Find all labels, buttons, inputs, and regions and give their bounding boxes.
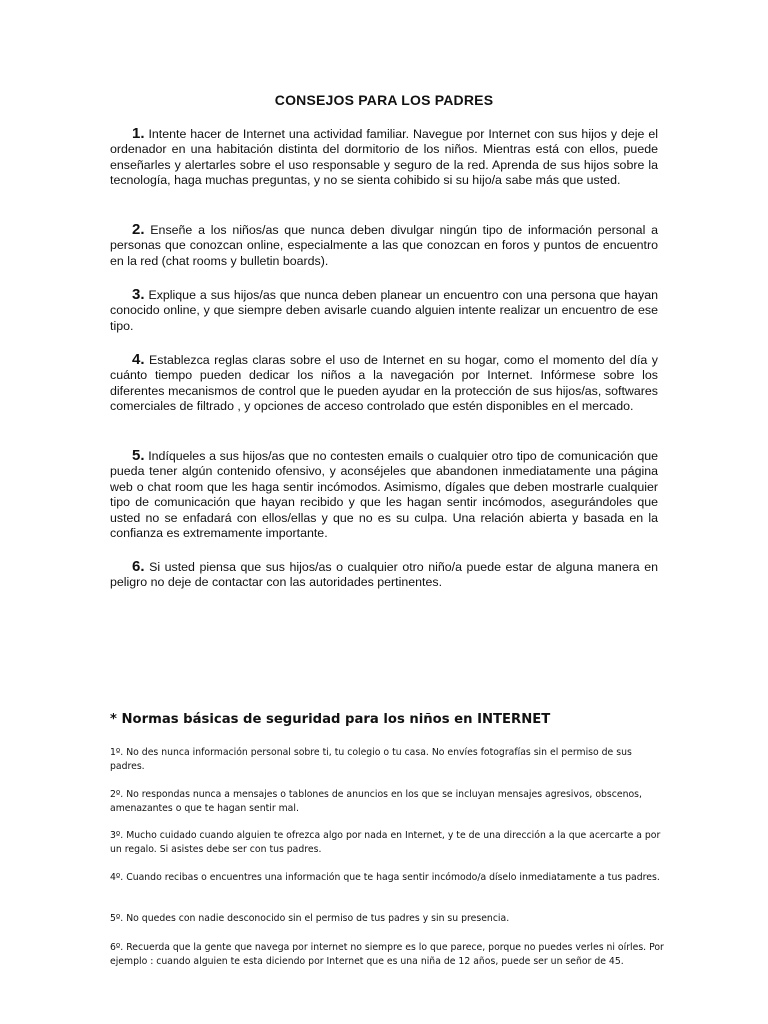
tip-text: Establezca reglas claras sobre el uso de Internet en su hogar, como el momento del día y cuánto tiempo pueden dedicar los niños a la navegación por Internet. Infórmese sobre los diferentes mecanismos de control que le pueden ayudar en la protección de sus hijos/as, softwares comerciales de filtrado , y opciones de acceso controlado que estén disponibles en el mercado. [110, 353, 658, 414]
tip-paragraph-5 [110, 448, 658, 541]
tip-text: Si usted piensa que sus hijos/as o cualquier otro niño/a puede estar de alguna manera en peligro no deje de contactar con las autoridades pertinentes. [110, 560, 658, 590]
tip-number: 4. [132, 351, 145, 368]
tip-paragraph-1 [110, 126, 658, 189]
tip-number: 1. [132, 125, 145, 142]
norm-item-4: 4º. Cuando recibas o encuentres una información que te haga sentir incómodo/a díselo inmediatamente a tus padres. [110, 872, 660, 883]
tip-paragraph-4 [110, 352, 658, 415]
tip-number: 5. [132, 447, 145, 464]
tip-paragraph-6 [110, 559, 658, 591]
tip-text: Explique a sus hijos/as que nunca deben planear un encuentro con una persona que hayan conocido online, y que siempre deben avisarle cuando alguien intente realizar un encuentro de ese tipo. [110, 288, 658, 333]
norm-item-6: 6º. Recuerda que la gente que navega por internet no siempre es lo que parece, porque no puedes verles ni oírles. Por ejemplo : cuando alguien te esta diciendo por Internet que es una niña de 12 años, puede ser un señor de 45. [110, 942, 664, 967]
tip-number: 6. [132, 558, 145, 575]
tip-paragraph-2 [110, 222, 658, 269]
tip-number: 2. [132, 221, 145, 238]
tip-text: Indíqueles a sus hijos/as que no contesten emails o cualquier otro tipo de comunicación que pueda tener algún contenido ofensivo, y aconséjeles que abandonen inmediatamente una página web o chat room que les haga sentir incómodos. Asimismo, dígales que deben mostrarle cualquier tipo de comunicación que hayan recibido y que les hagan sentir incómodos, asegurándoles que usted no se enfadará con ellos/ellas y que no es su culpa. Una relación abierta y basada en la confianza es extremamente importante. [110, 449, 658, 541]
page-title: CONSEJOS PARA LOS PADRES [274, 92, 494, 108]
tip-number: 3. [132, 286, 145, 303]
norm-item-1: 1º. No des nunca información personal sobre ti, tu colegio o tu casa. No envíes fotografías sin el permiso de sus padres. [110, 747, 632, 772]
tip-text: Enseñe a los niños/as que nunca deben divulgar ningún tipo de información personal a personas que conozcan online, especialmente a las que conozcan en foros y puntos de encuentro en la red (chat rooms y bulletin boards). [110, 223, 658, 268]
norm-item-2: 2º. No respondas nunca a mensajes o tablones de anuncios en los que se incluyan mensajes agresivos, obscenos, amenazantes o que te hagan sentir mal. [110, 789, 642, 814]
norm-item-5: 5º. No quedes con nadie desconocido sin el permiso de tus padres y sin su presencia. [110, 913, 510, 924]
norms-section-title: * Normas básicas de seguridad para los niños en INTERNET [110, 712, 551, 727]
tip-paragraph-3 [110, 287, 658, 334]
tip-text: Intente hacer de Internet una actividad familiar. Navegue por Internet con sus hijos y deje el ordenador en una habitación distinta del dormitorio de los niños. Mientras está con ellos, puede enseñarles y alertarles sobre el uso responsable y seguro de la red. Aprenda de sus hijos sobre la tecnología, haga muchas preguntas, y no se sienta cohibido si su hijo/a sabe más que usted. [110, 127, 658, 188]
norm-item-3: 3º. Mucho cuidado cuando alguien te ofrezca algo por nada en Internet, y te de una dirección a la que acercarte a por un regalo. Si asistes debe ser con tus padres. [110, 830, 661, 855]
